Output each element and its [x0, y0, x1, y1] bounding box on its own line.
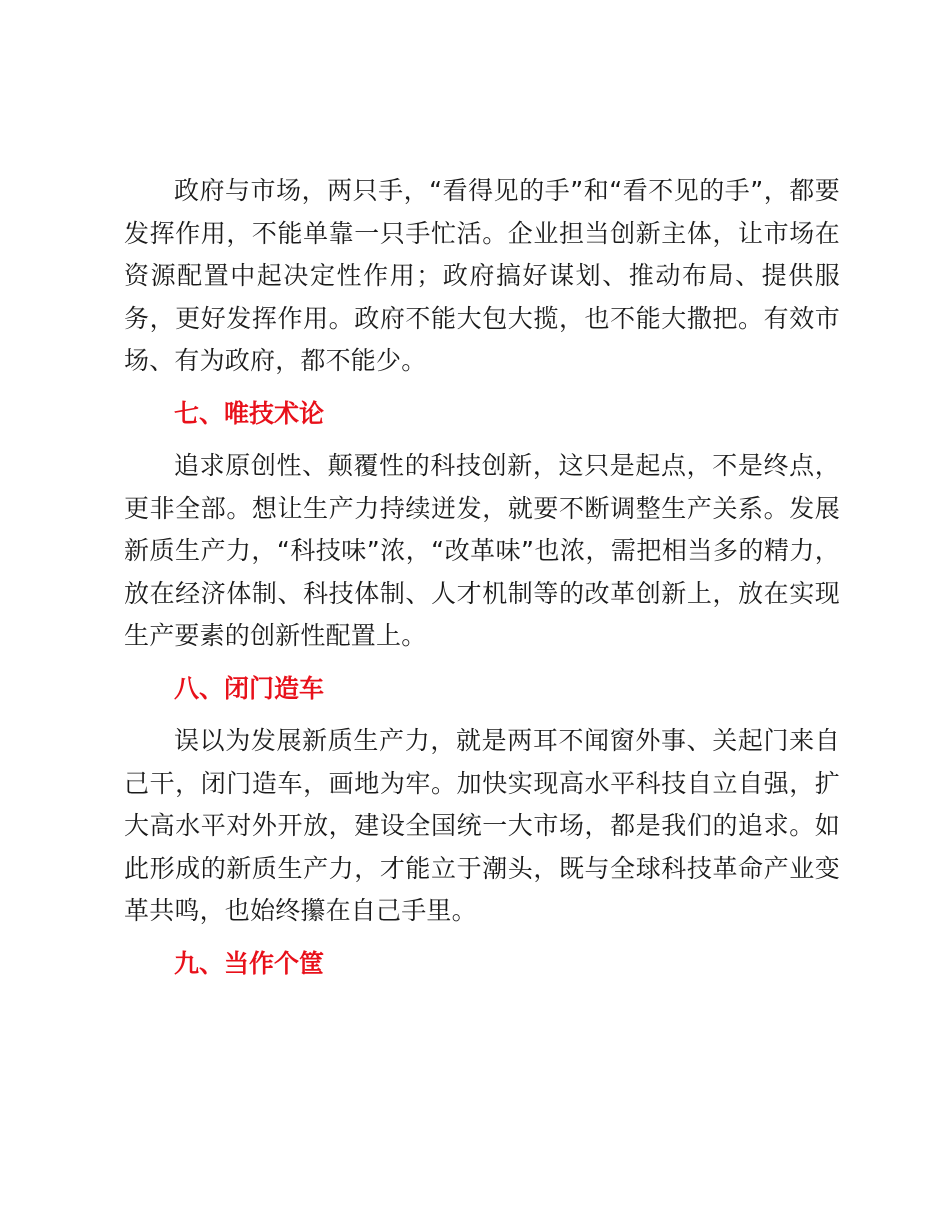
body-paragraph-technology: 追求原创性、颠覆性的科技创新，这只是起点，不是终点，更非全部。想让生产力持续迸发，就要不断调整生产关系。发展新质生产力，“科技味”浓，“改革味”也浓，需把相当多的精力，放在经济体制、科技体制、人才机制等的改革创新上，放在实现生产要素的创新性配置上。: [124, 451, 840, 650]
body-paragraph-closed-doors: 误以为发展新质生产力，就是两耳不闻窗外事、关起门来自己干，闭门造车，画地为牢。加快实现高水平科技自立自强，扩大高水平对外开放，建设全国统一大市场，都是我们的追求。如此形成的新质生产力，才能立于潮头，既与全球科技革命产业变革共鸣，也始终攥在自己手里。: [124, 726, 840, 925]
section-heading-7: 七、唯技术论: [174, 398, 325, 428]
body-paragraph-market-government: 政府与市场，两只手，“看得见的手”和“看不见的手”，都要发挥作用，不能单靠一只手忙活。企业担当创新主体，让市场在资源配置中起决定性作用；政府搞好谋划、推动布局、提供服务，更好发挥作用。政府不能大包大揽，也不能大撒把。有效市场、有为政府，都不能少。: [124, 176, 840, 375]
document-page: [124, 170, 840, 985]
section-heading-9: 九、当作个筐: [174, 948, 325, 978]
section-heading-8: 八、闭门造车: [174, 673, 325, 703]
